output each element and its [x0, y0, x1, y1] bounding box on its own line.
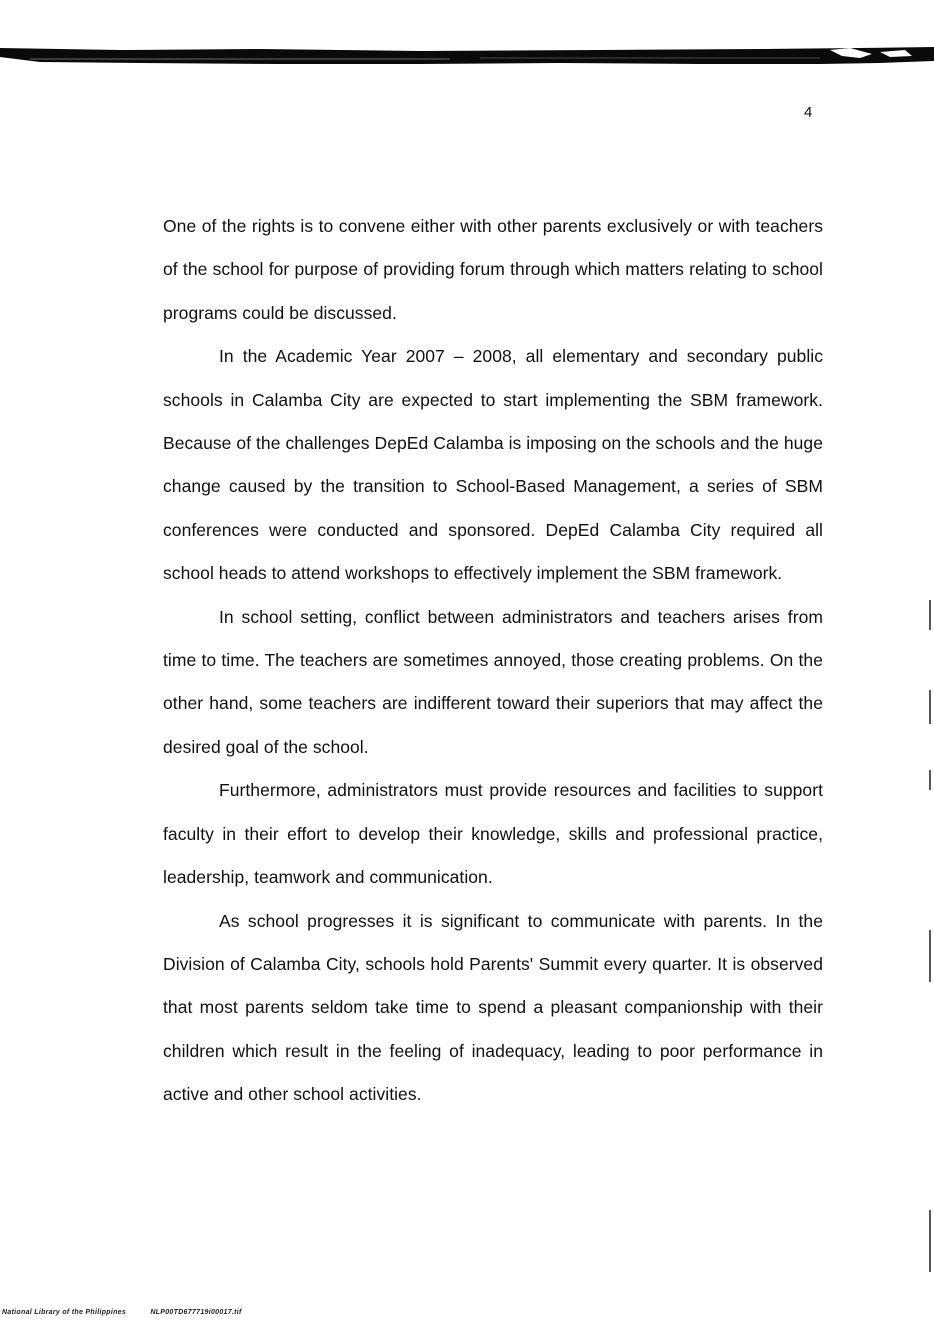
scan-speck [929, 1210, 931, 1272]
scan-speck [929, 770, 931, 790]
scan-edge-bar [0, 44, 934, 66]
page-number: 4 [804, 104, 813, 121]
scan-speck [929, 930, 931, 982]
scan-speck [929, 600, 931, 630]
paragraph: One of the rights is to convene either with other parents exclusively or with teachers of the school for purpose of providing forum through which matters relating to school programs could be discussed. [163, 216, 823, 323]
scan-speck [929, 690, 931, 724]
paragraph: As school progresses it is significant to communicate with parents. In the Division of Calamba City, schools hold Parents' Summit every quarter. It is observed that most parents seldom take time to spend a pleasant companionship with their children which result in the feeling of inadequacy, leading to poor performance in active and other school activities. [163, 910, 823, 1105]
footer-note [2, 1309, 242, 1316]
footer-file-id: NLP00TD677719i00017.tif [150, 1309, 242, 1316]
paragraph: In school setting, conflict between administrators and teachers arises from time to time. The teachers are sometimes annoyed, those creating problems. On the other hand, some teachers are indifferent toward their superiors that may affect the desired goal of the school. [163, 606, 823, 757]
footer-library: National Library of the Philippines [2, 1309, 127, 1316]
document-body [163, 205, 823, 1117]
paragraph: Furthermore, administrators must provide resources and facilities to support faculty in their effort to develop their knowledge, skills and professional practice, leadership, teamwork and communication. [163, 780, 823, 888]
paragraph: In the Academic Year 2007 – 2008, all elementary and secondary public schools in Calamba City are expected to start implementing the SBM framework. Because of the challenges DepEd Calamba is imposing on the schools and the huge change caused by the transition to School-Based Management, a series of SBM conferences were conducted and sponsored. DepEd Calamba City required all school heads to attend workshops to effectively implement the SBM framework. [163, 346, 823, 584]
